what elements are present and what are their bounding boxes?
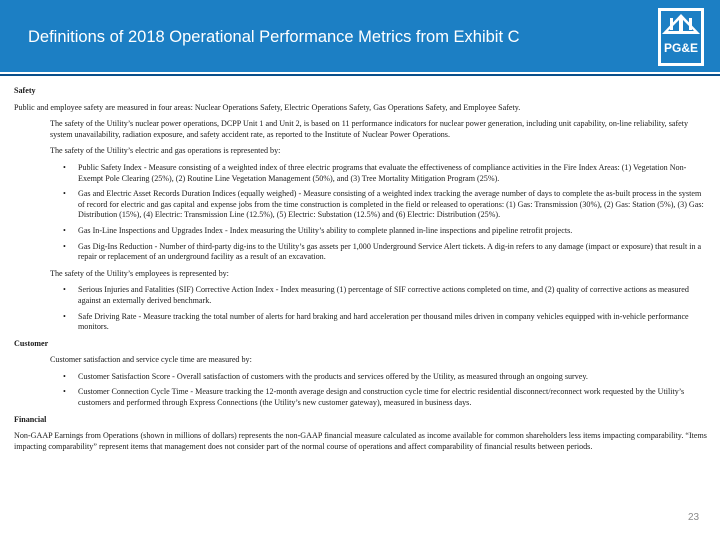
list-item [14, 163, 708, 184]
safety-intro: Public and employee safety are measured in four areas: Nuclear Operations Safety, Electric Operations Safety, Gas Operations Safety, and Employee Safety. [14, 102, 521, 112]
list-item-text: Gas Dig-Ins Reduction - Number of third-party dig-ins to the Utility’s gas assets per 1,000 Underground Service Alert tickets. A dig-in refers to any damage (impact or exposure) that result in a repair or replacement of an underground facility as a result of an excavation. [78, 241, 702, 262]
list-item [14, 387, 708, 408]
list-item-text: Gas and Electric Asset Records Duration Indices (equally weighed) - Measure consisting of a weighted index tracking the average number of days to complete the as-built process in the system of record for electric and gas capital and expense jobs from the time construction is completed in the field or released to operations: (1) Gas: Transmission (30%), (2) Gas: Station (5%), (3) Gas: Distribution (15%), (4) Electric: Transmission Line (12.5%), (5) Electric: Substation (12.5%) and (6) Electric: Distribution (25%). [78, 189, 704, 220]
list-item-text: Public Safety Index - Measure consisting of a weighted index of three electric programs that evaluate the effectiveness of compliance activities in the Fire Index Areas: (1) Vegetation Non-Exempt Pole Clearing (25%), (2) Routine Line Vegetation Management (50%), and (3) Tree Mortality Mitigation Program (25%). [78, 162, 687, 183]
customer-intro: Customer satisfaction and service cycle time are measured by: [50, 355, 252, 365]
bullet-icon: • [63, 162, 66, 172]
financial-text: Non-GAAP Earnings from Operations (shown in millions of dollars) represents the non-GAAP financial measure calculated as income available for common shareholders less items impacting comparability. “Items impacting comparability” represent items that management does not consider part of the normal course of operations and affect comparability of financial results between periods. [14, 431, 707, 451]
page-title: Definitions of 2018 Operational Performance Metrics from Exhibit C [28, 28, 520, 46]
bullet-icon: • [63, 371, 66, 381]
nuclear-safety-text: The safety of the Utility’s nuclear power operations, DCPP Unit 1 and Unit 2, is based on 11 performance indicators for nuclear power generation, including unit capability, on-line reliability, safety system unavailability, radiation exposure, and safety accident rate, as reported to the Institute of Nuclear Power Operations. [50, 119, 689, 139]
bullet-icon: • [63, 311, 66, 321]
list-item-text: Customer Satisfaction Score - Overall satisfaction of customers with the products and services offered by the Utility, as measured through an ongoing survey. [78, 371, 588, 381]
list-item-text: Gas In-Line Inspections and Upgrades Index - Index measuring the Utility’s ability to complete planned in-line inspections and pipeline retrofit projects. [78, 225, 573, 235]
financial-heading: Financial [14, 414, 47, 424]
bullet-icon: • [63, 387, 66, 397]
header-bar [0, 0, 720, 72]
list-item [14, 242, 708, 263]
logo-text: PG&E [663, 41, 699, 55]
safety-heading: Safety [14, 86, 36, 95]
bullet-icon: • [63, 285, 66, 295]
page-number: 23 [688, 512, 700, 523]
bullet-icon: • [63, 241, 66, 251]
list-item-text: Customer Connection Cycle Time - Measure tracking the 12-month average design and construction cycle time for electric residential disconnect/reconnect work requested by the Utility’s customers and performed through Express Connections (the Utility’s new customer gateway), measured in business days. [78, 387, 685, 408]
list-item [14, 372, 708, 383]
electric-gas-intro: The safety of the Utility’s electric and gas operations is represented by: [50, 146, 281, 156]
pge-logo-icon [648, 6, 714, 68]
bullet-icon: • [63, 189, 66, 199]
list-item-text: Serious Injuries and Fatalities (SIF) Corrective Action Index - Index measuring (1) percentage of SIF corrective actions completed on time, and (2) quality of corrective actions as measured against an externally derived benchmark. [78, 285, 689, 305]
list-item [14, 312, 708, 333]
list-item [14, 189, 708, 221]
customer-list [14, 372, 708, 409]
list-item-text: Safe Driving Rate - Measure tracking the total number of alerts for hard braking and hard acceleration per thousand miles driven in company vehicles equipped with in-vehicle performance monitors. [78, 311, 689, 332]
employees-intro: The safety of the Utility’s employees is represented by: [50, 268, 229, 278]
customer-heading: Customer [14, 338, 49, 348]
list-item [14, 226, 708, 237]
bullet-icon: • [63, 225, 66, 235]
list-item [14, 285, 708, 306]
electric-gas-list [14, 163, 708, 263]
employee-safety-list [14, 285, 708, 332]
definitions-body [14, 86, 708, 452]
pge-logo [648, 6, 714, 68]
header-divider [0, 74, 720, 76]
